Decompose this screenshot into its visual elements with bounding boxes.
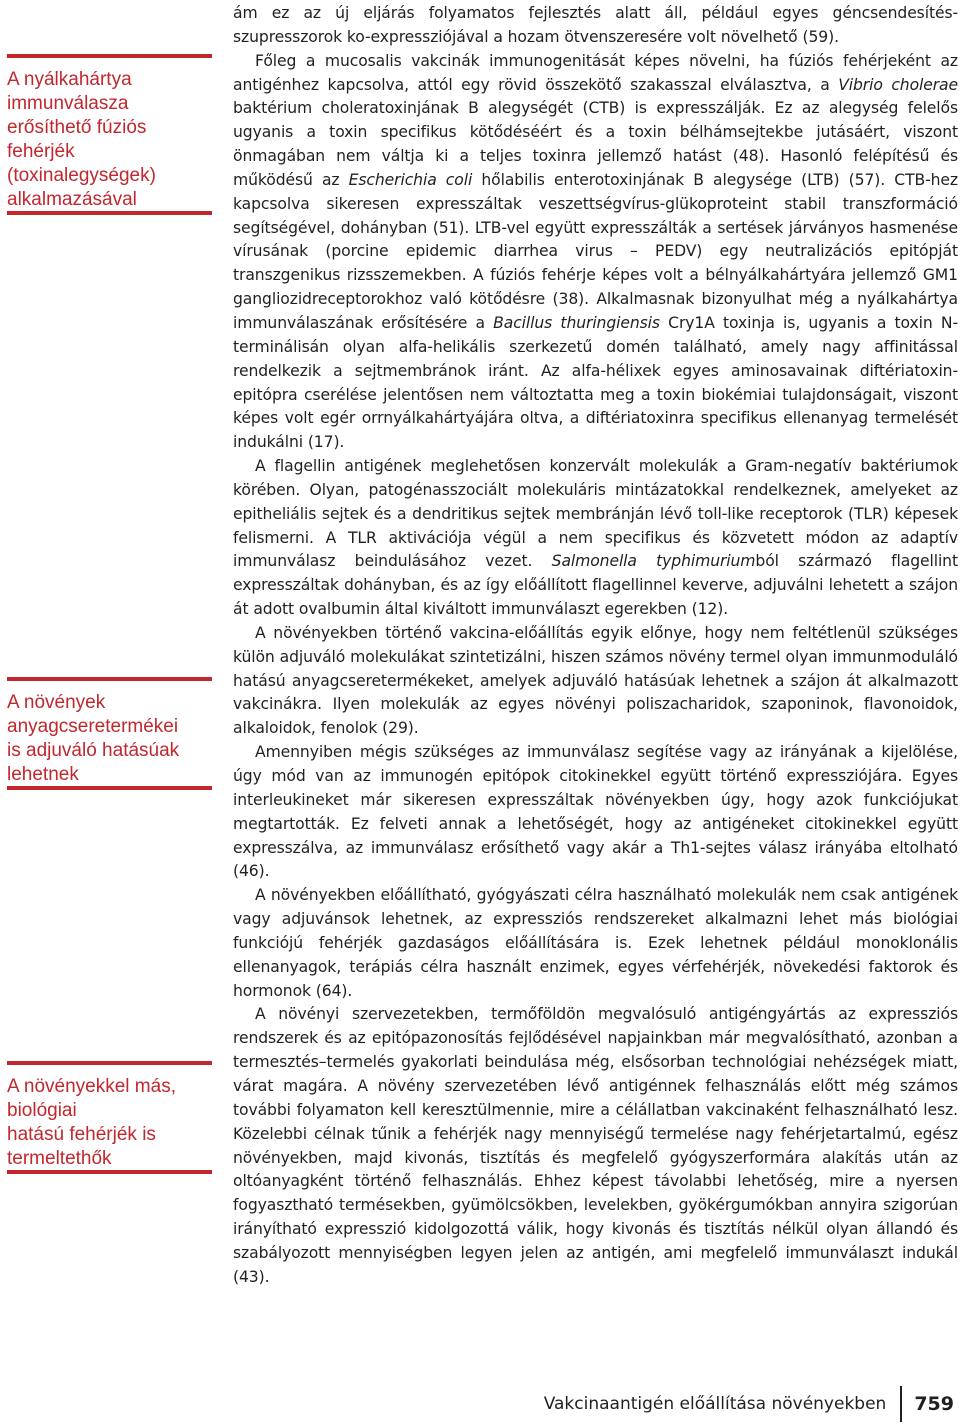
side-note-rule-top [7,677,212,681]
side-note-rule-bottom [7,786,212,790]
side-note-other-proteins [7,1075,212,1171]
side-note-rule-bottom [7,211,212,215]
article-body [233,2,958,1290]
page-footer [544,1386,954,1422]
side-note-plant-metabolites [7,691,212,787]
paragraph: A növényi szervezetekben, termőföldön megvalósuló antigéngyártás az expressziós rendszerek és az epitópazonosítás fejlődésével napjainkban már megvalósítható, azonban a termesztés–termelés gyakorlati beindulása még, elsősorban technológiai nehézségek miatt, várat magára. A növény szervezetében lévő antigénnek felhasználás előtt még számos további folyamaton kell keresztülmennie, mire a célállatban vakcinaként felhasználható lesz. Közelebbi célnak tűnik a fehérjék nagy mennyiségű termelése nagy fehérjetartalmú, egész növényekben, majd kivonás, tisztítás és megfelelő gyógyszerformára alakítás után az oltóanyagként történő felhasználás. Ehhez képest távolabbi lehetőség, mire a nyersen fogyasztható termésekben, gyümölcsökben, levelekben, gyökérgumókban annyira szigorúan irányítható expresszió kidolgozottá válik, hogy kivonás és tisztítás nélkül olyan állandó és szabályozott mennyiségben legyen jelen az antigén, ami megfelelő immunválaszt indukál (43). [233,1005,958,1286]
side-note-title: A növényekkel más, biológiai hatású fehérjék is termeltethők [7,1076,176,1169]
sidebar [7,0,212,1424]
paragraph: A növényekben történő vakcina-előállítás egyik előnye, hogy nem feltétlenül szükséges külön adjuváló molekulákat szintetizálni, hiszen számos növény termel olyan immunmoduláló hatású anyagcseretermékeket, amelyek adjuváló hatásúak lehetnek a szájon át alkalmazott vakcinákra. Ilyen molekulák az egyes növényi poliszacharidok, szaponinok, flavonoidok, alkaloidok, fenolok (29). [233,623,958,738]
paragraph: ám ez az új eljárás folyamatos fejlesztés alatt áll, például egyes géncsendesítés-szupresszorok ko-expressziójával a hozam ötvenszeresére volt növelhető (59). [233,4,958,46]
page-number: 759 [914,1393,954,1415]
paragraph: Amennyiben mégis szükséges az immunválasz segítése vagy az irányának a kijelölése, úgy mód van az immunogén epitópok citokinekkel együtt történő expressziójára. Egyes interleukineket már sikeresen expresszáltak növényekben úgy, hogy azok funkciójukat megtartották. Ez felveti annak a lehetőségét, hogy az antigéneket citokinekkel együtt expresszálva, az immunválasz erősíthető vagy akár a Th1-sejtes válasz irányába eltolható (46). [233,743,958,881]
side-note-rule-bottom [7,1170,212,1174]
paragraph: Főleg a mucosalis vakcinák immunogenitását képes növelni, ha fúziós fehérjeként az antigénhez kapcsolva, attól egy rövid összekötő szakasszal elválasztva, a Vibrio cholerae baktérium choleratoxinjának B alegységét (CTB) is expresszálják. Ez az alegység felelős ugyanis a toxin specifikus kötődéséért és a toxin bélhámsejtekbe jutásáért, viszont önmagában nem váltja ki a teljes toxinra jellemző hatást (48). Hasonló felépítésű és működésű az Escherichia coli hőlabilis enterotoxinjának B alegysége (LTB) (57). CTB-hez kapcsolva sikeresen expresszáltak veszettségvírus-glükoproteint stabil transzformáció segítségével, dohányban (51). LTB-vel együtt expresszálták a sertések járványos hasmenése vírusának (porcine epidemic diarrhea virus – PEDV) egy neutralizációs epitópját transzgenikus rizsszemekben. A fúziós fehérje képes volt a bélnyálkahártyára jellemző GM1 gangliozidreceptorokhoz való kötődésre (38). Alkalmasnak bizonyulhat még a nyálkahártya immunválaszának erősítésére a Bacillus thuringiensis Cry1A toxinja is, ugyanis a toxin N-terminálisán olyan alfa-helikális szerkezetű domén található, amely nagy affinitással rendelkezik a sejtmembránok iránt. Az alfa-hélixek egyes aminosavainak diftériatoxin-epitópra cserélése jelentősen nem változtatta meg a toxin biokémiai tulajdonságait, viszont képes volt egér orrnyálkahártyájára oltva, a diftériatoxinra specifikus ellenanyag termelését indukálni (17). [233,51,958,452]
paragraph: A flagellin antigének meglehetősen konzervált molekulák a Gram-negatív baktériumok körében. Olyan, patogénasszociált molekuláris mintázatokkal rendelkeznek, amelyeket az epitheliális sejtek és a dendritikus sejtek membránján lévő toll-like receptorok (TLR) képesek felismerni. A TLR aktivációja végül a nem specifikus és közvetett módon az adaptív immunválasz beindulásához vezet. Salmonella typhimuriumból származó flagellint expresszáltak dohányban, és az így előállított flagellinnel keverve, adjuválni lehetett a szájon át adott ovalbumin által kiváltott immunválaszt egerekben (12). [233,457,958,619]
side-note-rule-top [7,54,212,58]
running-title: Vakcinaantigén előállítása növényekben [543,1394,887,1414]
side-note-rule-top [7,1061,212,1065]
paragraph: A növényekben előállítható, gyógyászati célra használható molekulák nem csak antigének vagy adjuvánsok lehetnek, az expressziós rendszereket alkalmazni lehet más biológiai funkciójú fehérjék gazdaságos előállítására is. Ezek lehetnek például monoklonális ellenanyagok, terápiás célra használt enzimek, egyes vérfehérjék, növekedési faktorok és hormonok (64). [233,886,958,1000]
side-note-title: A nyálkahártya immunválasza erősíthető fúziós fehérjék (toxinalegységek) alkalmazásával [7,69,156,210]
side-note-title: A növények anyagcseretermékei is adjuváló hatásúak lehetnek [7,692,180,785]
side-note-fusion-proteins [7,68,212,212]
